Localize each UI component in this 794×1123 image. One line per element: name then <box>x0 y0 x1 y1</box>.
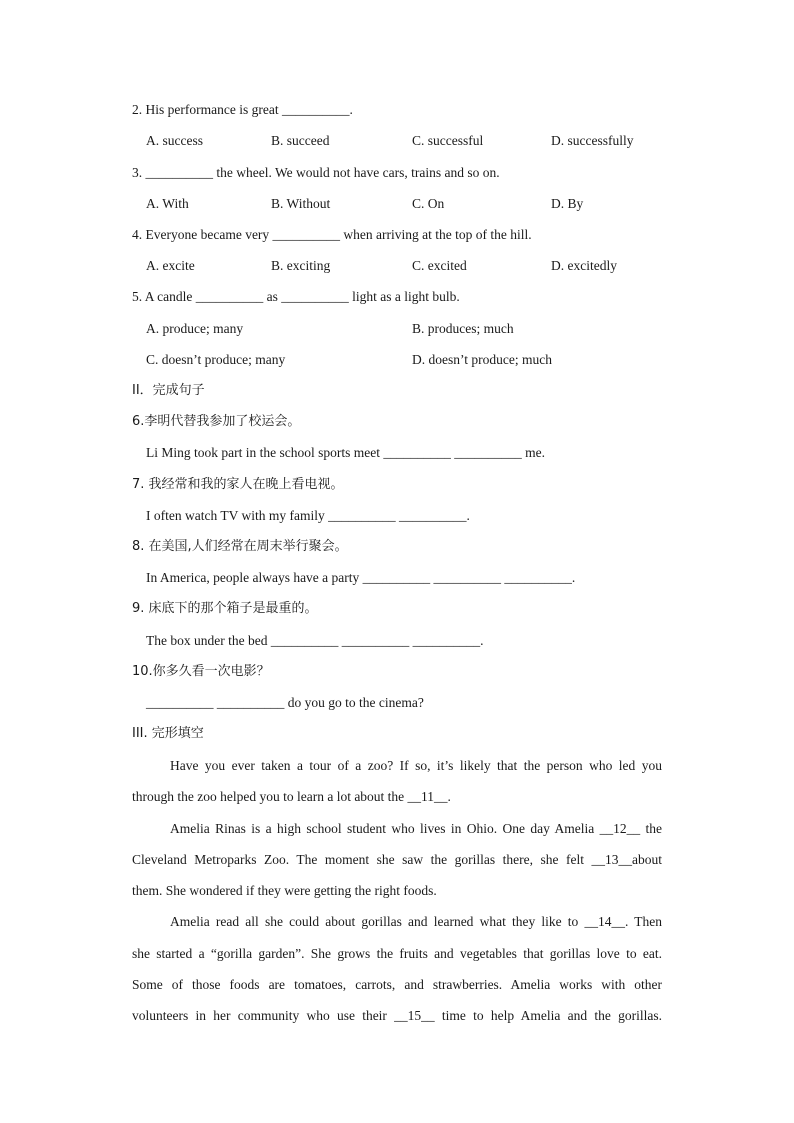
cloze-paragraph-1-line-2: through the zoo helped you to learn a lot about the __11__. <box>132 789 451 804</box>
question-4-option-b: B. exciting <box>271 258 331 273</box>
question-2-stem: 2. His performance is great __________. <box>132 102 353 117</box>
question-4-stem: 4. Everyone became very __________ when arriving at the top of the hill. <box>132 227 532 242</box>
question-4-option-d: D. excitedly <box>551 258 617 273</box>
sentence-6-chinese: 6.李明代替我参加了校运会。 <box>132 414 301 429</box>
cloze-paragraph-3-line-4: volunteers in her community who use their __15__ time to help Amelia and the gorillas. <box>132 1008 662 1023</box>
sentence-10-chinese: 10.你多久看一次电影？ <box>132 664 270 679</box>
sentence-8-chinese: 8. 在美国,人们经常在周末举行聚会。 <box>132 539 348 554</box>
question-5-stem: 5. A candle __________ as __________ light as a light bulb. <box>132 289 460 304</box>
question-5-option-c: C. doesn’t produce; many <box>146 352 286 367</box>
sentence-8-english: In America, people always have a party __________ __________ __________. <box>146 570 576 585</box>
question-4-option-a: A. excite <box>146 258 195 273</box>
section-2-heading: II．完成句子 <box>132 383 205 398</box>
cloze-paragraph-2-line-1: Amelia Rinas is a high school student who lives in Ohio. One day Amelia __12__ the <box>170 821 662 836</box>
question-3-option-c: C. On <box>412 196 445 211</box>
question-4-option-c: C. excited <box>412 258 467 273</box>
question-3-option-b: B. Without <box>271 196 331 211</box>
question-5-option-a: A. produce; many <box>146 321 244 336</box>
question-5-option-d: D. doesn’t produce; much <box>412 352 552 367</box>
sentence-7-chinese: 7. 我经常和我的家人在晚上看电视。 <box>132 477 344 492</box>
cloze-paragraph-2-line-2: Cleveland Metroparks Zoo. The moment she saw the gorillas there, she felt __13__about <box>132 852 662 867</box>
cloze-paragraph-3-line-3: Some of those foods are tomatoes, carrots, and strawberries. Amelia works with other <box>132 977 662 992</box>
question-2-option-c: C. successful <box>412 133 484 148</box>
question-2-option-d: D. successfully <box>551 133 634 148</box>
cloze-paragraph-3-line-2: she started a “gorilla garden”. She grows the fruits and vegetables that gorillas love to eat. <box>132 946 662 961</box>
sentence-7-english: I often watch TV with my family __________ __________. <box>146 508 470 523</box>
question-5-option-b: B. produces; much <box>412 321 514 336</box>
cloze-paragraph-2-line-3: them. She wondered if they were getting the right foods. <box>132 883 437 898</box>
sentence-10-english: __________ __________ do you go to the cinema? <box>146 695 424 710</box>
cloze-paragraph-3-line-1: Amelia read all she could about gorillas and learned what they like to __14__. Then <box>170 914 662 929</box>
question-2-option-b: B. succeed <box>271 133 330 148</box>
sentence-9-chinese: 9. 床底下的那个箱子是最重的。 <box>132 601 318 616</box>
question-3-option-d: D. By <box>551 196 584 211</box>
sentence-9-english: The box under the bed __________ __________ __________. <box>146 633 484 648</box>
question-3-stem: 3. __________ the wheel. We would not have cars, trains and so on. <box>132 165 500 180</box>
section-3-heading: III. 完形填空 <box>132 726 204 741</box>
question-3-option-a: A. With <box>146 196 189 211</box>
sentence-6-english: Li Ming took part in the school sports meet __________ __________ me. <box>146 445 545 460</box>
cloze-paragraph-1-line-1: Have you ever taken a tour of a zoo? If so, it’s likely that the person who led you <box>170 758 662 773</box>
question-2-option-a: A. success <box>146 133 203 148</box>
